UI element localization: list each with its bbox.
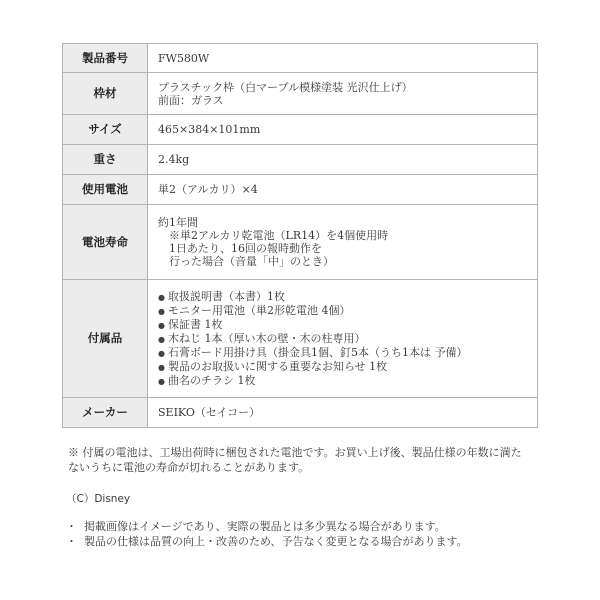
- accessory-item: [158, 346, 531, 360]
- frame-line: 前面：ガラス: [158, 93, 224, 107]
- spec-row-battery: [63, 175, 538, 205]
- spec-value-frame: [148, 73, 538, 115]
- spec-value-battery: 単2（アルカリ）×4: [148, 175, 538, 205]
- spec-label-weight: 重さ: [63, 145, 148, 175]
- spec-row-model: [63, 44, 538, 73]
- spec-label-battery: 使用電池: [63, 175, 148, 205]
- spec-label-size: サイズ: [63, 115, 148, 145]
- accessory-text: モニター用電池（単2形乾電池 4個）: [168, 303, 351, 317]
- copyright-text: （C）Disney: [66, 493, 131, 505]
- disclaimer-item: [66, 534, 468, 549]
- dot-icon: ・: [66, 520, 77, 533]
- spec-table: [62, 43, 538, 428]
- spec-row-maker: [63, 398, 538, 428]
- spec-label-accessories: 付属品: [63, 280, 148, 398]
- battery-life-line: 1日あたり、16回の報時動作を: [158, 242, 322, 255]
- accessory-item: [158, 290, 531, 304]
- battery-life-line: 約1年間: [158, 216, 198, 229]
- spec-value-battery-life: [148, 205, 538, 280]
- bullet-icon: ●: [158, 376, 165, 386]
- bullet-icon: ●: [158, 348, 165, 358]
- spec-label-maker: メーカー: [63, 398, 148, 428]
- spec-label-battery-life: 電池寿命: [63, 205, 148, 280]
- frame-line: プラスチック枠（白マーブル模様塗装 光沢仕上げ）: [158, 80, 413, 94]
- accessory-list: [158, 290, 531, 388]
- accessory-item: [158, 332, 531, 346]
- bullet-icon: ●: [158, 362, 165, 372]
- spec-row-weight: [63, 145, 538, 175]
- bullet-icon: ●: [158, 306, 165, 316]
- spec-row-battery-life: [63, 205, 538, 280]
- accessory-text: 取扱説明書（本書）1枚: [168, 289, 285, 303]
- battery-note: ※ 付属の電池は、工場出荷時に梱包された電池です。お買い上げ後、製品仕様の年数に満たないうちに電池の寿命が切れることがあります。: [68, 446, 522, 474]
- bullet-icon: ●: [158, 320, 165, 330]
- accessory-item: [158, 318, 531, 332]
- disclaimer-list: [66, 519, 468, 549]
- battery-life-line: 行った場合（音量「中」のとき）: [158, 255, 334, 268]
- spec-value-model: FW580W: [148, 44, 538, 73]
- spec-value-size: 465×384×101mm: [148, 115, 538, 145]
- spec-row-accessories: [63, 280, 538, 398]
- accessory-item: [158, 374, 531, 388]
- spec-value-weight: 2.4kg: [148, 145, 538, 175]
- dot-icon: ・: [66, 535, 77, 548]
- accessory-text: 保証書 1枚: [168, 317, 223, 331]
- accessory-text: 曲名のチラシ 1枚: [168, 373, 256, 387]
- accessory-text: 木ねじ 1本（厚い木の壁・木の柱専用）: [168, 331, 366, 345]
- spec-label-frame: 枠材: [63, 73, 148, 115]
- disclaimer-item: [66, 519, 468, 534]
- spec-value-accessories: [148, 280, 538, 398]
- bullet-icon: ●: [158, 292, 165, 302]
- accessory-item: [158, 360, 531, 374]
- bullet-icon: ●: [158, 334, 165, 344]
- spec-label-model: 製品番号: [63, 44, 148, 73]
- disclaimer-text: 掲載画像はイメージであり、実際の製品とは多少異なる場合があります。: [84, 520, 446, 533]
- accessory-text: 製品のお取扱いに関する重要なお知らせ 1枚: [168, 359, 388, 373]
- spec-value-maker: SEIKO（セイコー）: [148, 398, 538, 428]
- battery-life-line: ※単2アルカリ乾電池（LR14）を4個使用時: [158, 229, 389, 242]
- spec-row-size: [63, 115, 538, 145]
- accessory-item: [158, 304, 531, 318]
- accessory-text: 石膏ボード用掛け具（掛金具1個、釘5本（うち1本は 予備）: [168, 345, 468, 359]
- disclaimer-text: 製品の仕様は品質の向上・改善のため、予告なく変更となる場合があります。: [84, 535, 468, 548]
- spec-row-frame: [63, 73, 538, 115]
